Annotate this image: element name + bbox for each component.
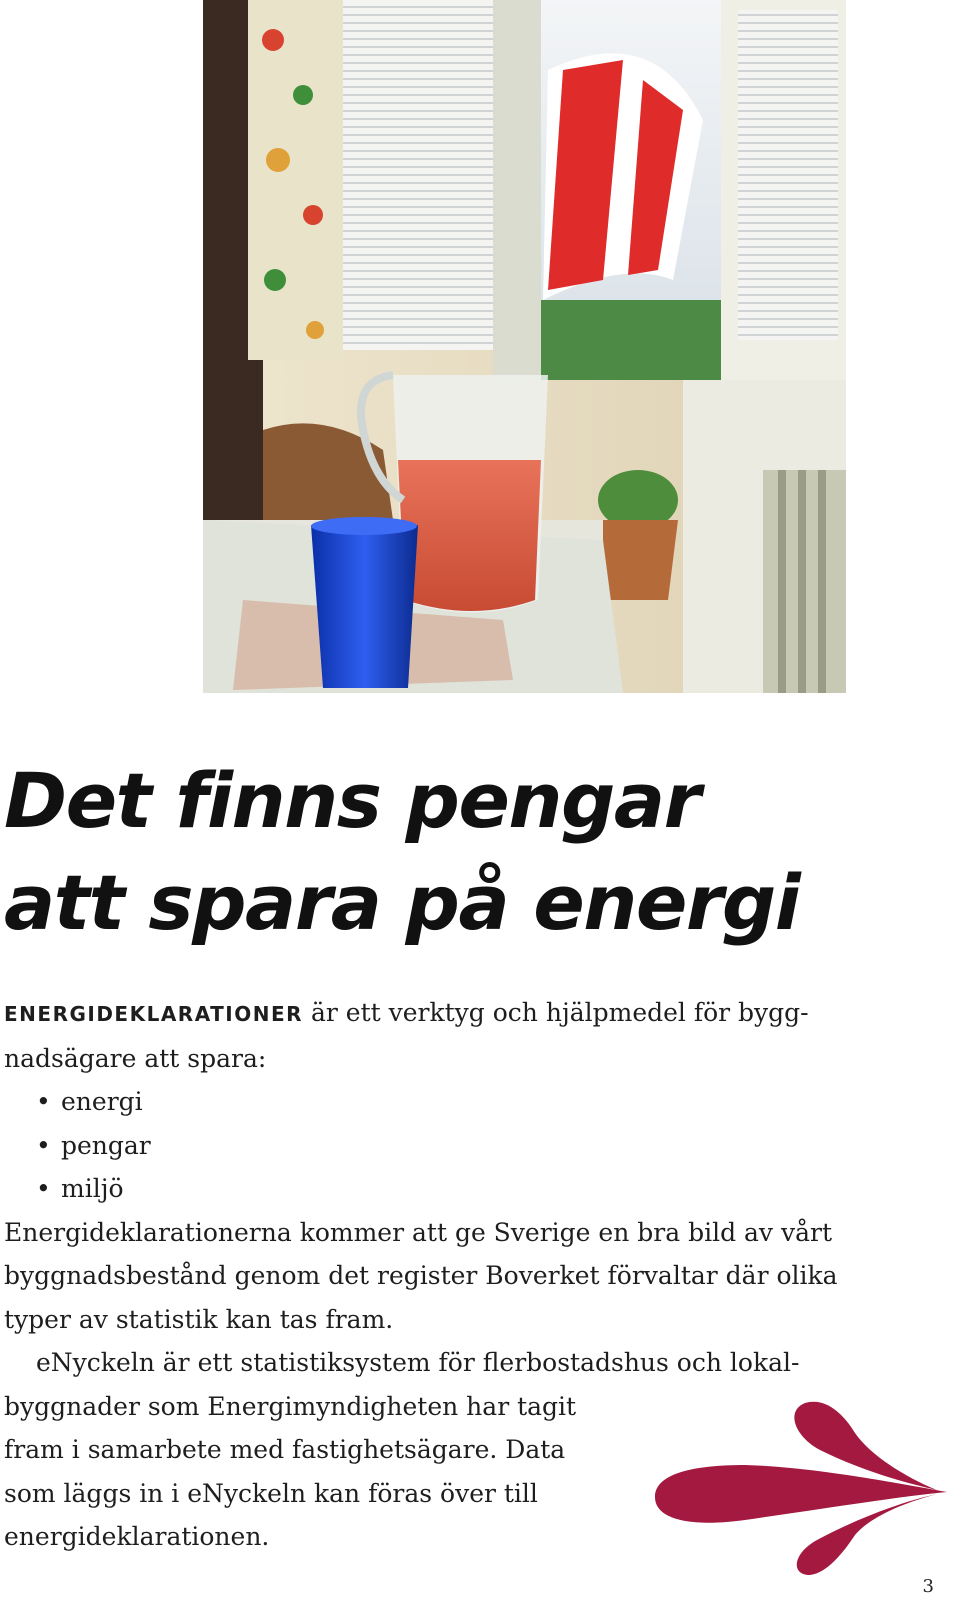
bullet-list [4,1080,904,1211]
paragraph-register [4,1211,904,1342]
photo-illustration [203,0,846,693]
title-line-2: att spara på energi [4,858,800,947]
paragraph-2-line-2: byggnader som Energimyndigheten har tagit [4,1391,577,1421]
paragraph-1-line-1: Energideklarationerna kommer att ge Sverige en bra bild av vårt [4,1217,833,1247]
droplet-flourish-icon [655,1395,955,1585]
intro-paragraph [4,991,904,1080]
paragraph-2-line-3: fram i samarbete med fastighetsägare. Data [4,1435,566,1464]
paragraph-2-line-1: eNyckeln är ett statistiksystem för flerbostadshus och lokal- [36,1348,800,1377]
paragraph-1-line-2: byggnadsbestånd genom det register Boverket förvaltar där olika [4,1261,838,1290]
bullet-item: • miljö [4,1167,904,1211]
ornament-svg [655,1395,955,1585]
kitchen-window-photo [203,0,846,693]
intro-rest-line-2: nadsägare att spara: [4,1043,267,1073]
paragraph-2-line-4: som läggs in i eNyckeln kan föras över till [4,1478,538,1508]
page-number: 3 [922,1576,934,1597]
bullet-item: • energi [4,1080,904,1124]
bullet-item: • pengar [4,1124,904,1168]
lead-term: ENERGIDEKLARATIONER [4,1002,304,1026]
paragraph-1-line-3: typer av statistik kan tas fram. [4,1304,394,1334]
title-line-1: Det finns pengar [4,756,700,845]
page-title [4,750,799,954]
intro-rest-line-1: är ett verktyg och hjälpmedel för bygg- [303,998,809,1027]
paragraph-2-line-5: energideklarationen. [4,1522,270,1551]
